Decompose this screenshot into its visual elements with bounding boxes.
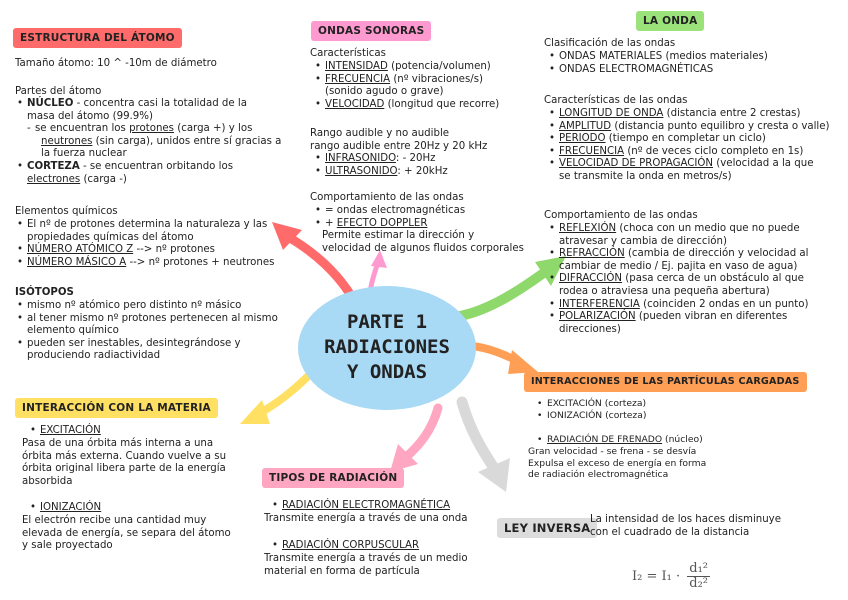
list-item	[15, 136, 281, 149]
p6: de radiación electromagnética	[528, 469, 669, 480]
numero-masico: NÚMERO MÁSICO A	[27, 256, 127, 268]
nucleo-text: - concentra casi la totalidad de la	[73, 98, 247, 109]
ley-title: LEY INVERSA	[497, 518, 597, 538]
nucleo-label: NÚCLEO	[27, 98, 74, 109]
b3c: rodea o atraviesa una pequeña abertura)	[559, 285, 770, 297]
el3b: --> nº protones + neutrones	[126, 256, 275, 268]
periodo: PERIODO	[559, 133, 606, 145]
ultrasonido: ULTRASONIDO	[325, 165, 398, 177]
list-item	[313, 61, 499, 74]
infrasonido: INFRASONIDO	[325, 153, 396, 164]
tipos-list-1	[270, 500, 450, 513]
c2c: (sonido agudo o grave)	[325, 86, 444, 98]
cp3: Permite estimar la dirección y	[322, 230, 475, 241]
nucleo-text2: masa del átomo (99.9%)	[27, 110, 153, 122]
rango1: Rango audible y no audible	[310, 128, 450, 139]
exc3: órbita original libera parte de la energía	[22, 463, 226, 475]
cl2: ONDAS ELECTROMAGNÉTICAS	[559, 63, 714, 75]
arrow-yellow-head	[240, 400, 270, 424]
tipos-list-2	[270, 540, 419, 553]
list-item	[547, 311, 808, 324]
list-item	[15, 174, 281, 187]
sonoras-comp-list	[313, 205, 465, 230]
b5b: (pueden vibran en diferentes	[635, 311, 788, 323]
interaccion-title: INTERACCIÓN CON LA MATERIA	[15, 398, 218, 418]
radiacion-corpuscular: RADIACIÓN CORPUSCULAR	[282, 540, 420, 551]
list-item	[270, 540, 419, 553]
is3b: produciendo radiactividad	[27, 350, 161, 362]
t2c: material en forma de partícula	[264, 565, 420, 577]
ley-formula	[632, 562, 710, 591]
efecto-doppler: EFECTO DOPPLER	[336, 217, 428, 229]
difraccion: DIFRACCIÓN	[559, 273, 623, 285]
list-item	[547, 51, 768, 64]
onda-car-list	[547, 108, 830, 184]
el1: El nº de protones determina la naturaleza y las	[27, 219, 268, 230]
corteza-text2: (carga -)	[80, 173, 127, 185]
onda-comp: Comportamiento de las ondas	[544, 210, 698, 221]
list-item	[15, 123, 281, 136]
list-item	[15, 98, 281, 111]
list-item	[15, 257, 274, 270]
cp4: velocidad de algunos fluidos corporales	[322, 242, 524, 254]
radiacion-electromagnetica: RADIACIÓN ELECTROMAGNÉTICA	[282, 500, 451, 511]
list-item	[15, 111, 281, 124]
list-item	[547, 299, 808, 312]
sonoras-list	[313, 61, 499, 111]
list-item	[547, 324, 808, 337]
exc4: absorbida	[22, 475, 73, 487]
rango2: rango audible entre 20Hz y 20 kHz	[310, 140, 488, 152]
list-item	[313, 74, 499, 87]
list-item	[15, 300, 278, 313]
list-item	[15, 350, 278, 363]
is2: al tener mismo nº protones pertenecen al mismo	[27, 312, 278, 324]
frecuencia: FRECUENCIA	[325, 73, 391, 85]
list-item	[547, 158, 830, 171]
onda-title: LA ONDA	[636, 11, 704, 31]
ley-text	[590, 514, 781, 539]
k2b: (distancia punto equilibro y cresta o valle)	[611, 120, 830, 132]
exc-desc	[22, 438, 226, 488]
ionizacion-label: IONIZACIÓN	[40, 502, 102, 513]
k1b: (distancia entre 2 crestas)	[663, 108, 801, 119]
exc1: Pasa de una órbita más interna a una	[22, 438, 214, 449]
center-line-2: RADIACIONES	[324, 336, 450, 358]
interferencia: INTERFERENCIA	[559, 298, 640, 310]
list-item	[547, 121, 830, 134]
arrow-grey	[462, 402, 494, 468]
ley-text1: La intensidad de los haces disminuye	[590, 514, 781, 525]
b2c: cambiar de medio / Ej. pajita en vaso de agua)	[559, 260, 798, 272]
center-title	[298, 310, 476, 385]
tipos-t2-desc	[264, 553, 468, 578]
list-item	[15, 161, 281, 174]
corteza-text: - se encuentran orbitando los	[79, 160, 234, 172]
corteza-label: CORTEZA	[27, 160, 80, 172]
list-item	[547, 236, 808, 249]
arrow-rose	[405, 408, 438, 458]
list-item	[313, 99, 499, 112]
isotopos-list	[15, 300, 278, 363]
list-item	[28, 502, 101, 515]
p2: IONIZACIÓN (corteza)	[547, 409, 647, 421]
b4b: (coinciden 2 ondas en un punto)	[639, 298, 809, 310]
list-item	[547, 108, 830, 121]
cp1: = ondas electromagnéticas	[325, 205, 466, 216]
particulas-title: INTERACCIONES DE LAS PARTÍCULAS CARGADAS	[524, 372, 807, 392]
list-item	[15, 219, 274, 232]
refraccion: REFRACCIÓN	[559, 248, 625, 260]
intensidad: INTENSIDAD	[325, 61, 388, 72]
excitacion-label: EXCITACIÓN	[40, 425, 101, 436]
radiacion-frenado: RADIACIÓN DE FRENADO	[547, 434, 663, 445]
exc2: órbita más externa. Cuando vuelve a su	[22, 450, 227, 462]
elementos-list	[15, 219, 274, 269]
longitud-onda: LONGITUD DE ONDA	[559, 108, 664, 119]
list-item	[313, 205, 465, 218]
ion1: El electrón recibe una cantidad muy	[22, 515, 207, 526]
onda-clas-list	[547, 51, 768, 76]
list-item	[15, 313, 278, 326]
velocidad-propagacion: VELOCIDAD DE PROPAGACIÓN	[559, 158, 714, 170]
list-item	[547, 223, 808, 236]
list-item	[28, 425, 101, 438]
arrow-orange-head	[508, 350, 538, 374]
sonoras-title: ONDAS SONORAS	[311, 21, 431, 41]
center-line-3: Y ONDAS	[346, 361, 428, 383]
is2b: elemento químico	[27, 325, 119, 337]
elementos-title: Elementos químicos	[15, 206, 118, 217]
formula-fraction	[687, 562, 710, 591]
isotopos-title: ISÓTOPOS	[15, 287, 74, 298]
formula-lhs: I₂ = I₁ ·	[632, 569, 681, 584]
list-item	[15, 338, 278, 351]
list-item	[313, 153, 448, 166]
r1b: : - 20Hz	[395, 153, 436, 164]
onda-clas: Clasificación de las ondas	[544, 38, 676, 49]
t2b: Transmite energía a través de un medio	[264, 553, 468, 564]
estructura-partes: Partes del átomo	[15, 86, 102, 97]
b2b: (cambia de dirección y velocidad al	[624, 248, 809, 260]
numero-atomico: NÚMERO ATÓMICO Z	[27, 244, 134, 256]
onda-comp-list	[547, 223, 808, 336]
r2b: : + 20kHz	[397, 165, 448, 177]
b3b: (pasa cerca de un obstáculo al que	[622, 273, 804, 285]
b1b: (choca con un medio que no puede	[616, 223, 800, 234]
sub-text: la fuerza nuclear	[41, 148, 127, 160]
onda-car: Características de las ondas	[544, 95, 688, 106]
frecuencia-onda: FRECUENCIA	[559, 145, 625, 157]
list-item	[313, 86, 499, 99]
list-item	[547, 261, 808, 274]
c1b: (potencia/volumen)	[387, 61, 491, 72]
interaccion-exc	[28, 425, 101, 438]
list-item	[270, 500, 450, 513]
ion3: y sale proyectado	[22, 540, 113, 552]
p3b: (núcleo)	[662, 434, 703, 445]
particulas-list	[535, 398, 646, 421]
sub-text: (sin carga), unidos entre sí gracias a	[92, 135, 282, 147]
sub-text: se encuentran los	[35, 123, 130, 135]
frenado-desc	[528, 446, 706, 481]
estructura-title: ESTRUCTURA DEL ÁTOMO	[13, 28, 182, 48]
list-item	[547, 64, 768, 77]
b5c: direcciones)	[559, 323, 621, 335]
ion-desc	[22, 515, 231, 553]
is3: pueden ser inestables, desintegrándose y	[27, 337, 241, 349]
sonoras-car: Características	[310, 48, 386, 59]
tipos-t1-desc: Transmite energía a través de una onda	[264, 513, 468, 524]
ion2: elevada de energía, se separa del átomo	[22, 527, 231, 539]
c2b: (nº vibraciones/s)	[390, 73, 483, 85]
estructura-tamano: Tamaño átomo: 10 ^ -10m de diámetro	[15, 58, 217, 69]
neutrones-link: neutrones	[41, 135, 93, 147]
amplitud: AMPLITUD	[559, 120, 612, 132]
center-line-1: PARTE 1	[346, 311, 428, 333]
reflexion: REFLEXIÓN	[559, 223, 617, 234]
is1: mismo nº atómico pero distinto nº másico	[27, 300, 242, 311]
p5: Expulsa el exceso de energía en forma	[528, 457, 707, 469]
particulas-frenado	[535, 434, 703, 446]
b1c: atravesar y cambia de dirección)	[559, 235, 727, 247]
c3b: (longitud que recorre)	[384, 98, 500, 110]
doppler-desc	[322, 230, 524, 255]
p1: EXCITACIÓN (corteza)	[547, 398, 647, 409]
list-item	[547, 248, 808, 261]
protones-link: protones	[129, 123, 174, 135]
k4b: (nº de veces ciclo completo en 1s)	[624, 145, 804, 157]
sonoras-rango-list	[313, 153, 448, 178]
list-item	[15, 325, 278, 338]
list-item	[15, 148, 281, 161]
list-item	[535, 434, 703, 446]
list-item	[547, 273, 808, 286]
ley-text2: con el cuadrado de la distancia	[590, 526, 750, 538]
list-item	[15, 232, 274, 245]
k5c: se transmite la onda en metros/s)	[559, 170, 732, 182]
list-item	[535, 398, 646, 410]
formula-den: d₂²	[689, 576, 709, 591]
list-item	[313, 218, 465, 231]
estructura-list	[15, 98, 281, 186]
list-item	[547, 286, 808, 299]
el2b: --> nº protones	[133, 244, 215, 256]
list-item	[547, 171, 830, 184]
list-item	[313, 166, 448, 179]
list-item	[547, 133, 830, 146]
k3b: (tiempo en completar un ciclo)	[605, 133, 766, 145]
velocidad: VELOCIDAD	[325, 98, 385, 110]
formula-num: d₁²	[689, 561, 709, 576]
list-item	[15, 244, 274, 257]
list-item	[535, 410, 646, 422]
p4: Gran velocidad - se frena - se desvía	[528, 446, 697, 457]
electrones-link: electrones	[27, 173, 81, 185]
cp2a: +	[325, 217, 337, 229]
sub-text: (carga +) y los	[174, 123, 253, 135]
sonoras-rango	[310, 128, 487, 153]
interaccion-ion	[28, 502, 101, 515]
sonoras-comp: Comportamiento de las ondas	[310, 192, 464, 203]
tipos-title: TIPOS DE RADIACIÓN	[262, 468, 404, 488]
polarizacion: POLARIZACIÓN	[559, 311, 636, 323]
list-item	[547, 146, 830, 159]
el1b: propiedades químicas del átomo	[27, 231, 194, 243]
cl1: ONDAS MATERIALES (medios materiales)	[559, 51, 768, 62]
k5b: (velocidad a la que	[713, 158, 814, 170]
